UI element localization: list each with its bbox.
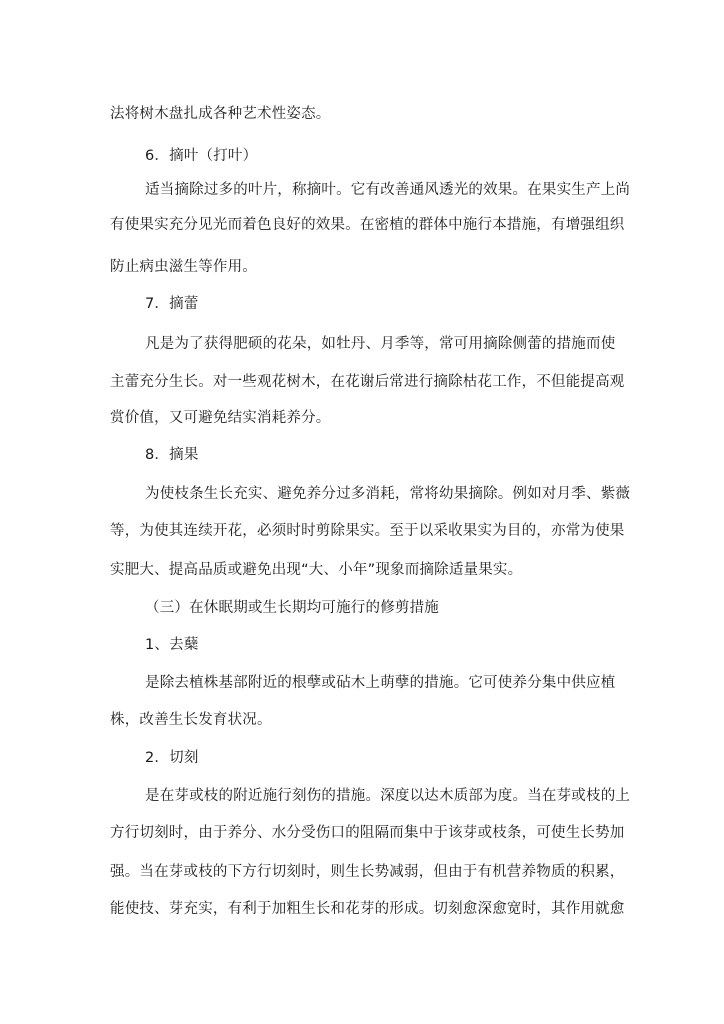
paragraph-line: 株，改善生长发育状况。: [110, 712, 272, 728]
paragraph-line: 法将树木盘扎成各种艺术性姿态。: [110, 106, 331, 122]
paragraph-line: 是在芽或枝的附近施行刻伤的措施。深度以达木质部为度。当在芽或枝的上: [145, 788, 631, 804]
section-heading: 6．摘叶（打叶）: [145, 148, 258, 164]
paragraph-line: 适当摘除过多的叶片，称摘叶。它有改善通风透光的效果。在果实生产上尚: [145, 182, 631, 198]
section-heading: 8．摘果: [145, 447, 199, 463]
paragraph-line: 强。当在芽或枝的下方行切刻时，则生长势减弱，但由于有机营养物质的积累，: [110, 864, 625, 880]
paragraph-line: 等，为使其连续开花，必须时时剪除果实。至于以采收果实为目的，亦常为使果: [110, 523, 625, 539]
paragraph-line: 能使技、芽充实，有利于加粗生长和花芽的形成。切刻愈深愈宽时，其作用就愈: [110, 901, 625, 917]
section-heading: 1、去蘖: [145, 637, 199, 653]
section-heading: 2．切刻: [145, 750, 199, 766]
paragraph-line: 是除去植株基部附近的根孽或砧木上萌孽的措施。它可使养分集中供应植: [145, 675, 616, 691]
paragraph-line: 凡是为了获得肥硕的花朵，如牡丹、月季等，常可用摘除侧蕾的措施而使: [145, 336, 616, 352]
section-heading: 7．摘蕾: [145, 296, 199, 312]
paragraph-line: 实肥大、提高品质或避免出现“大、小年”现象而摘除适量果实。: [110, 562, 523, 578]
paragraph-line: 赏价值，又可避免结实消耗养分。: [110, 410, 331, 426]
paragraph-line: 防止病虫滋生等作用。: [110, 259, 257, 275]
paragraph-line: 为使枝条生长充实、避免养分过多消耗，常将幼果摘除。例如对月季、紫薇: [145, 486, 631, 502]
paragraph-line: 主蕾充分生长。对一些观花树木，在花谢后常进行摘除枯花工作，不但能提高观: [110, 374, 625, 390]
paragraph-line: 有使果实充分见光而着色良好的效果。在密植的群体中施行本措施，有增强组织: [110, 217, 625, 233]
chapter-heading: （三）在休眠期或生长期均可施行的修剪措施: [145, 600, 439, 616]
paragraph-line: 方行切刻时，由于养分、水分受伤口的阻隔而集中于该芽或枝条，可使生长势加: [110, 825, 625, 841]
